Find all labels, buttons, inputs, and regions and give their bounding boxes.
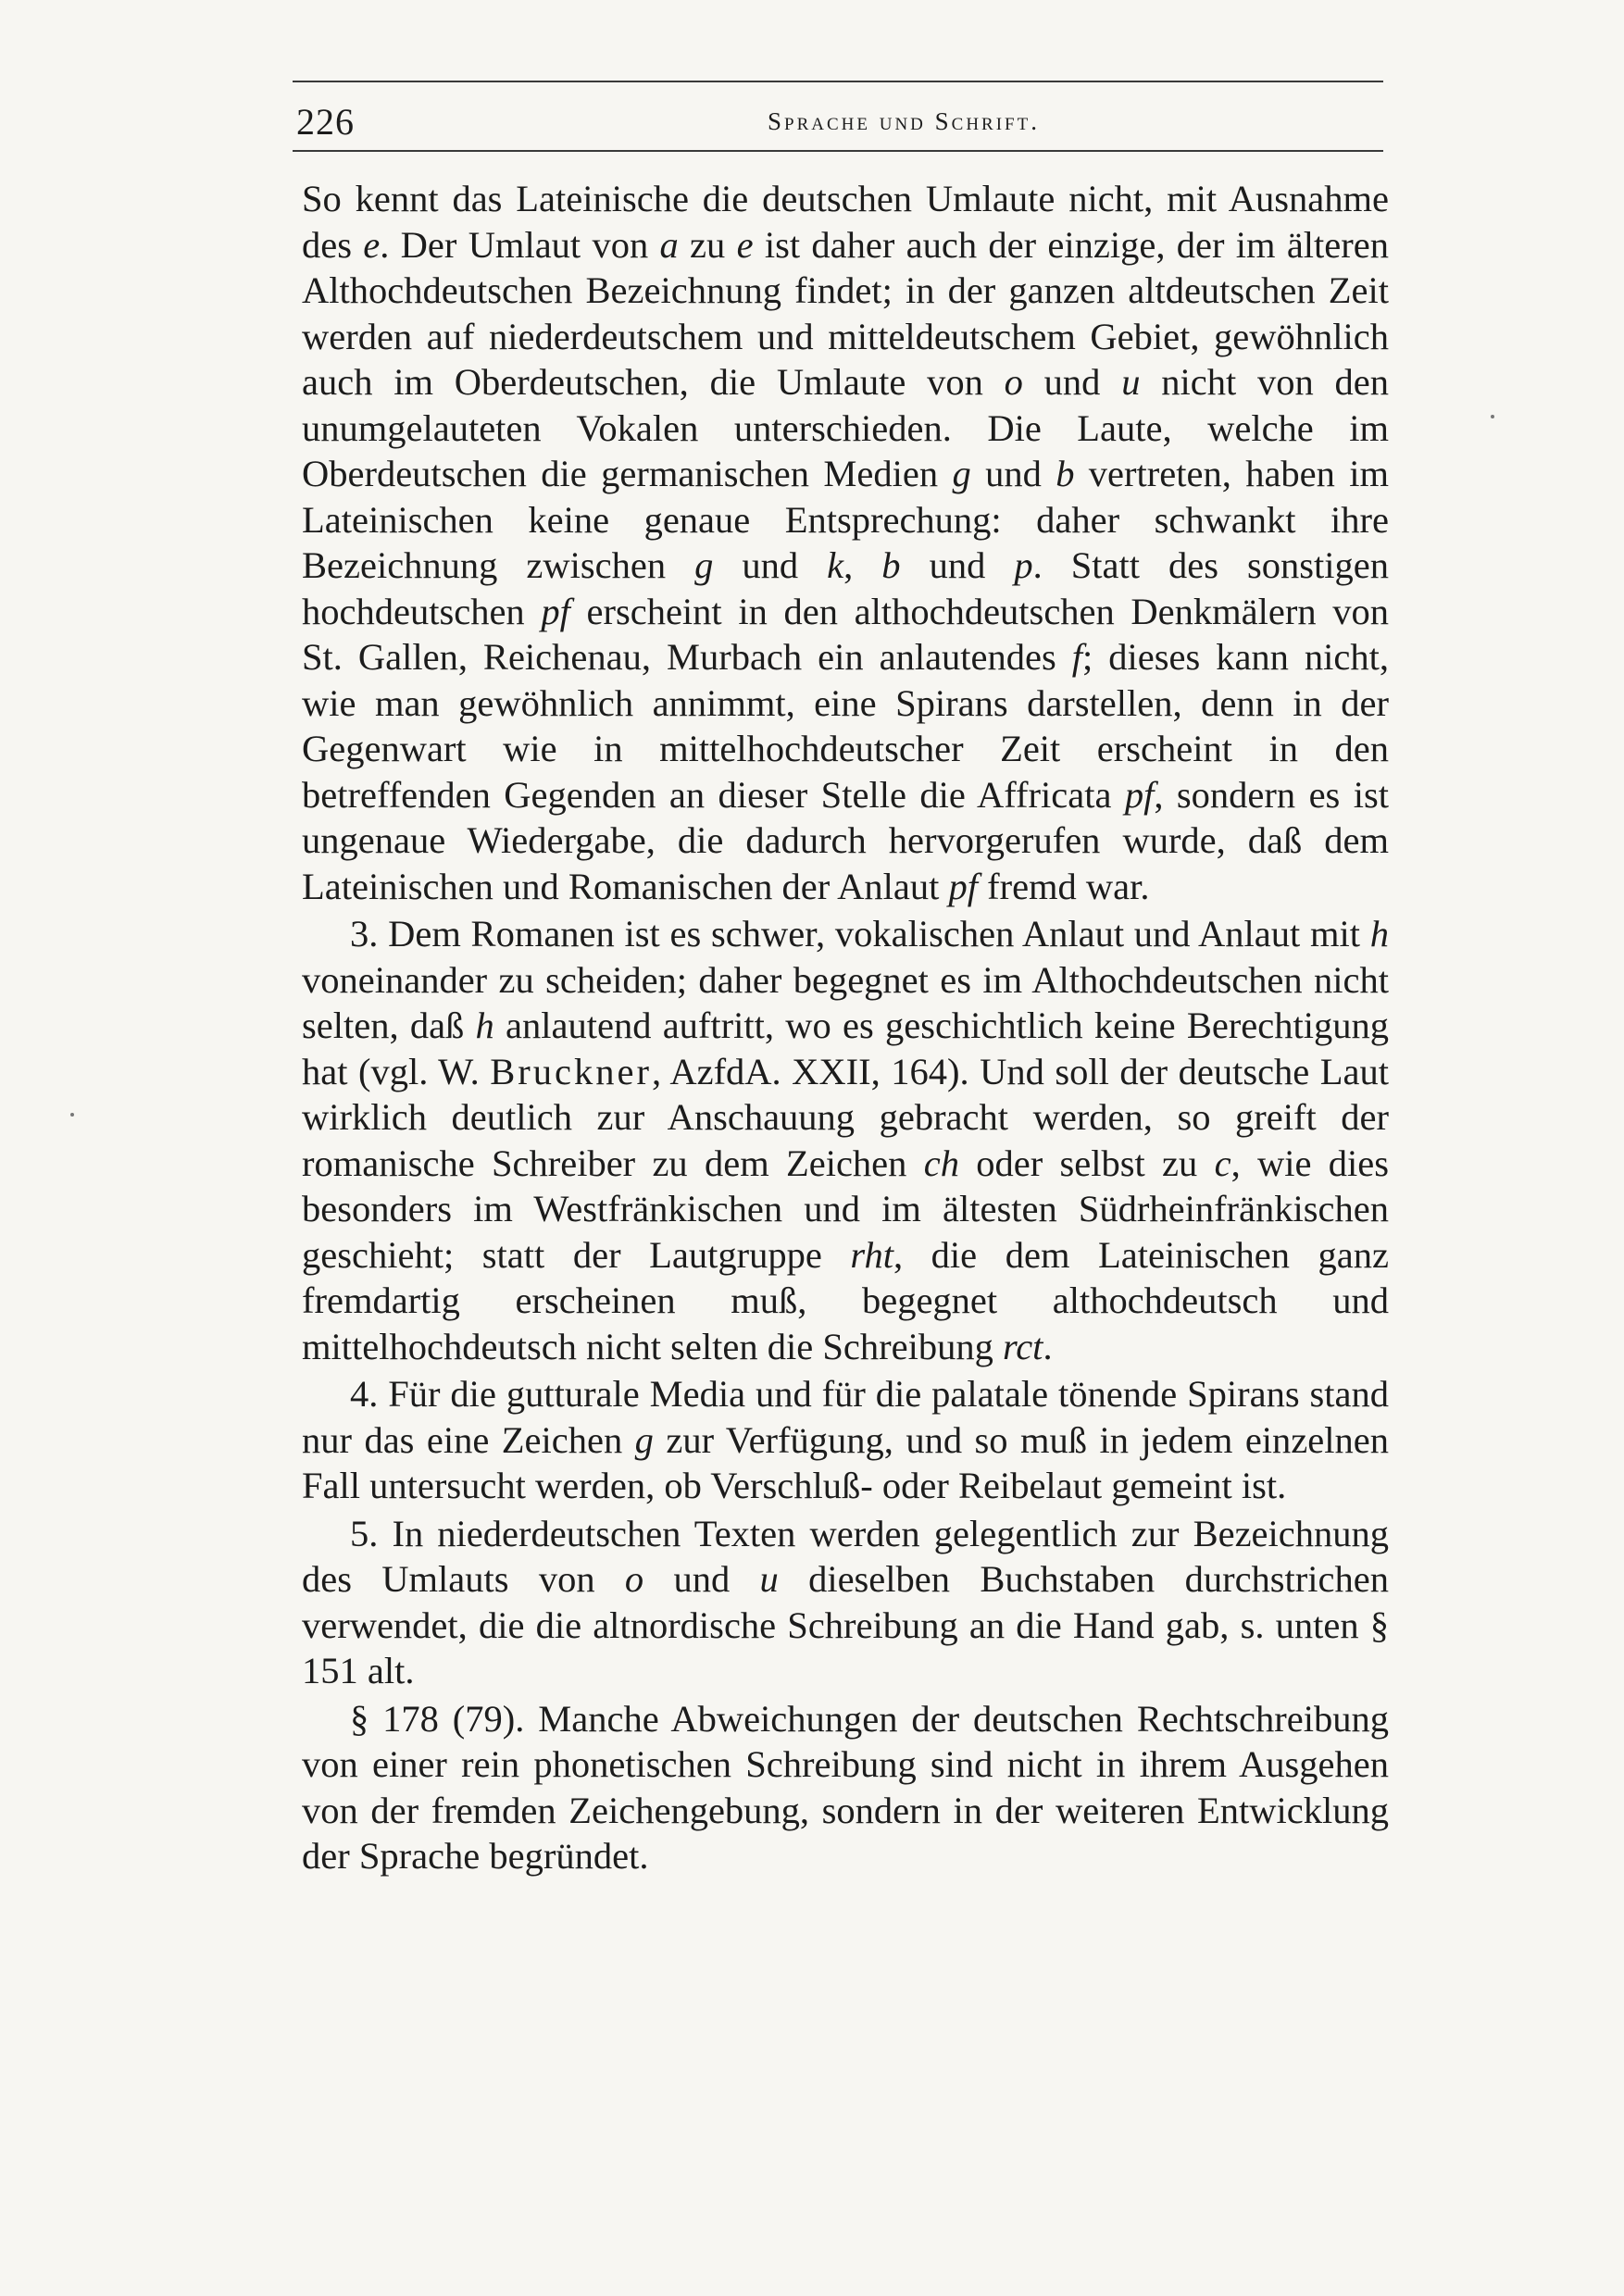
italic-term: h: [475, 1004, 494, 1046]
italic-term: pf: [948, 865, 978, 907]
italic-term: u: [759, 1558, 779, 1600]
text-run: und: [643, 1558, 760, 1600]
text-run: fremd war.: [977, 865, 1150, 907]
italic-term: b: [881, 544, 901, 586]
text-run: ,: [843, 544, 882, 586]
text-run: anlautend auftritt, wo es geschichtlich keine Berechtigung hat (vgl. W.: [302, 1004, 1389, 1092]
paragraph: [302, 176, 1389, 909]
running-head: Sprache und Schrift.: [768, 107, 1040, 135]
body-text: [302, 176, 1389, 1879]
italic-term: rht: [850, 1233, 893, 1276]
text-run: , sondern es ist ungenaue Wiedergabe, die dadurch hervorgerufen wurde, daß dem Lateinischen und Romanischen der Anlaut: [302, 773, 1390, 907]
paragraph: [302, 911, 1389, 1369]
scan-speck: [70, 1113, 74, 1117]
text-run: . Statt des sonstigen hochdeutschen: [302, 544, 1389, 632]
scan-speck: [1491, 415, 1494, 418]
text-run: nicht von den unumgelauteten Vokalen unterschieden. Die Laute, welche im Oberdeutschen die germanischen Medien: [302, 361, 1390, 494]
paragraph: [302, 1371, 1389, 1509]
italic-term: rct: [1002, 1325, 1043, 1367]
page-header: [293, 100, 1383, 144]
italic-term: o: [624, 1558, 644, 1600]
text-run: und: [1022, 361, 1122, 403]
italic-term: pf: [1124, 773, 1155, 816]
text-run: So kennt das Lateinische die deutschen Umlaute nicht, mit Ausnahme des: [302, 178, 1389, 266]
italic-term: pf: [541, 590, 570, 632]
text-run: 3. Dem Romanen ist es schwer, vokalischen Anlaut und Anlaut mit: [350, 913, 1370, 955]
text-run: und: [970, 453, 1056, 494]
text-run: ; dieses kann nicht, wie man gewöhnlich annimmt, eine Spirans darstellen, denn in der Gegenwart wie in mittelhochdeutscher Zeit erscheint in den betreffenden Gegenden an dieser Stelle die Affricata: [302, 636, 1390, 816]
italic-term: p: [1014, 544, 1033, 586]
italic-term: g: [952, 453, 971, 494]
text-run: und: [713, 544, 828, 586]
text-run: erscheint in den althochdeutschen Denkmälern von St. Gallen, Reichenau, Murbach ein anlautendes: [302, 590, 1389, 678]
italic-term: c: [1214, 1142, 1231, 1184]
italic-term: e: [736, 223, 754, 266]
italic-term: o: [1004, 361, 1023, 403]
italic-term: k: [827, 544, 844, 586]
text-run: , die dem Lateinischen ganz fremdartig erscheinen muß, begegnet althochdeutsch und mittelhochdeutsch nicht selten die Schreibung: [302, 1233, 1389, 1367]
italic-term: h: [1369, 913, 1389, 955]
text-run: , AzfdA. XXII, 164). Und soll der deutsche Laut wirklich deutlich zur Anschauung gebracht werden, so greift der romanische Schreiber zu dem Zeichen: [302, 1050, 1389, 1184]
italic-term: g: [634, 1418, 654, 1461]
text-run: voneinander zu scheiden; daher begegnet es im Althochdeutschen nicht selten, daß: [302, 958, 1389, 1046]
text-run: § 178 (79). Manche Abweichungen der deutschen Rechtschreibung von einer rein phonetischen Schreibung sind nicht in ihrem Ausgehen von der fremden Zeichengebung, sondern in der weiteren Entwicklung der Sprache begründet.: [302, 1697, 1389, 1877]
text-run: ist daher auch der einzige, der im älteren Althochdeutschen Bezeichnung findet; in der ganzen altdeutschen Zeit werden auf niederdeutschem und mitteldeutschem Gebiet, gewöhnlich auch im Oberdeutschen, die Umlaute von: [302, 223, 1389, 403]
header-bottom-rule: [293, 150, 1383, 152]
text-run: dieselben Buchstaben durchstrichen verwendet, die die altnordische Schreibung an die Hand gab, s. unten § 151 alt.: [302, 1558, 1389, 1691]
text-run: . Der Umlaut von: [380, 223, 660, 266]
italic-term: u: [1121, 361, 1141, 403]
page-number: 226: [296, 101, 355, 143]
text-run: 5. In niederdeutschen Texten werden gelegentlich zur Bezeichnung des Umlauts von: [302, 1512, 1389, 1600]
italic-term: e: [363, 223, 381, 266]
paragraph: [302, 1511, 1389, 1694]
italic-term: g: [694, 544, 714, 586]
spaced-name: Bruckner: [490, 1050, 652, 1092]
text-run: zur Verfügung, und so muß in jedem einzelnen Fall untersucht werden, ob Verschluß- oder Reibelaut gemeint ist.: [302, 1418, 1389, 1506]
text-run: .: [1043, 1325, 1053, 1367]
italic-term: f: [1071, 636, 1083, 678]
text-run: vertreten, haben im Lateinischen keine genaue Entsprechung: daher schwankt ihre Bezeichnung zwischen: [302, 453, 1390, 586]
italic-term: b: [1056, 453, 1075, 494]
text-run: , wie dies besonders im Westfränkischen und im ältesten Südrheinfränkischen geschieht; statt der Lautgruppe: [302, 1142, 1389, 1276]
italic-term: a: [659, 223, 679, 266]
text-run: oder selbst zu: [958, 1142, 1215, 1184]
italic-term: ch: [923, 1142, 959, 1184]
paragraph: [302, 1696, 1389, 1879]
header-top-rule: [293, 81, 1383, 82]
text-run: zu: [678, 223, 737, 266]
text-run: und: [900, 544, 1015, 586]
text-run: 4. Für die gutturale Media und für die palatale tönende Spirans stand nur das eine Zeichen: [302, 1373, 1389, 1461]
